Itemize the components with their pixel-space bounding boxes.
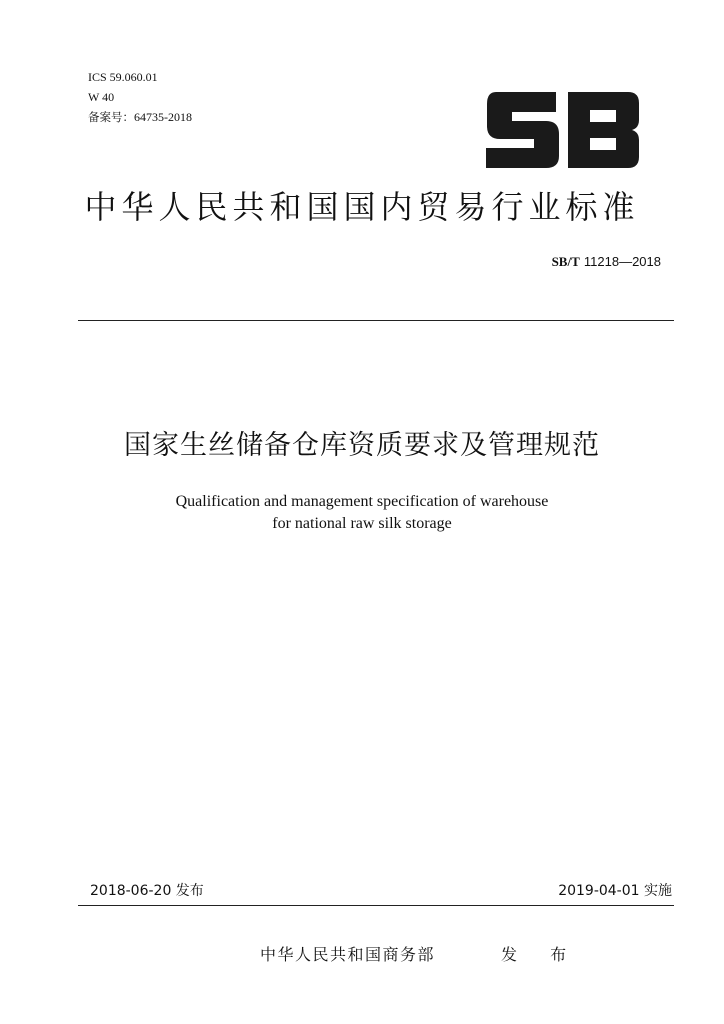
- top-divider: [78, 320, 674, 321]
- implementation-date: 2019-04-01 实施: [558, 883, 672, 899]
- title-english-line2: for national raw silk storage: [272, 515, 452, 532]
- publish-label: 发 布: [501, 945, 581, 964]
- filing-number: [88, 110, 192, 124]
- standard-prefix: SB/T: [551, 254, 580, 269]
- filing-value: 64735-2018: [134, 110, 192, 124]
- sb-logo: [484, 90, 642, 174]
- publisher-name: 中华人民共和国商务部: [260, 945, 436, 964]
- bottom-divider: [78, 905, 674, 906]
- ics-code: ICS 59.060.01: [88, 70, 158, 84]
- filing-label: 备案号：: [88, 110, 134, 124]
- standard-code: [552, 254, 661, 270]
- issue-date: 2018-06-20 发布: [90, 883, 204, 899]
- w-code: W 40: [88, 90, 115, 104]
- organization-title: 中华人民共和国国内贸易行业标准: [84, 188, 640, 226]
- title-english-line1: Qualification and management specification of warehouse: [175, 493, 549, 510]
- standard-number: 11218—2018: [583, 254, 661, 269]
- title-chinese: 国家生丝储备仓库资质要求及管理规范: [124, 430, 600, 461]
